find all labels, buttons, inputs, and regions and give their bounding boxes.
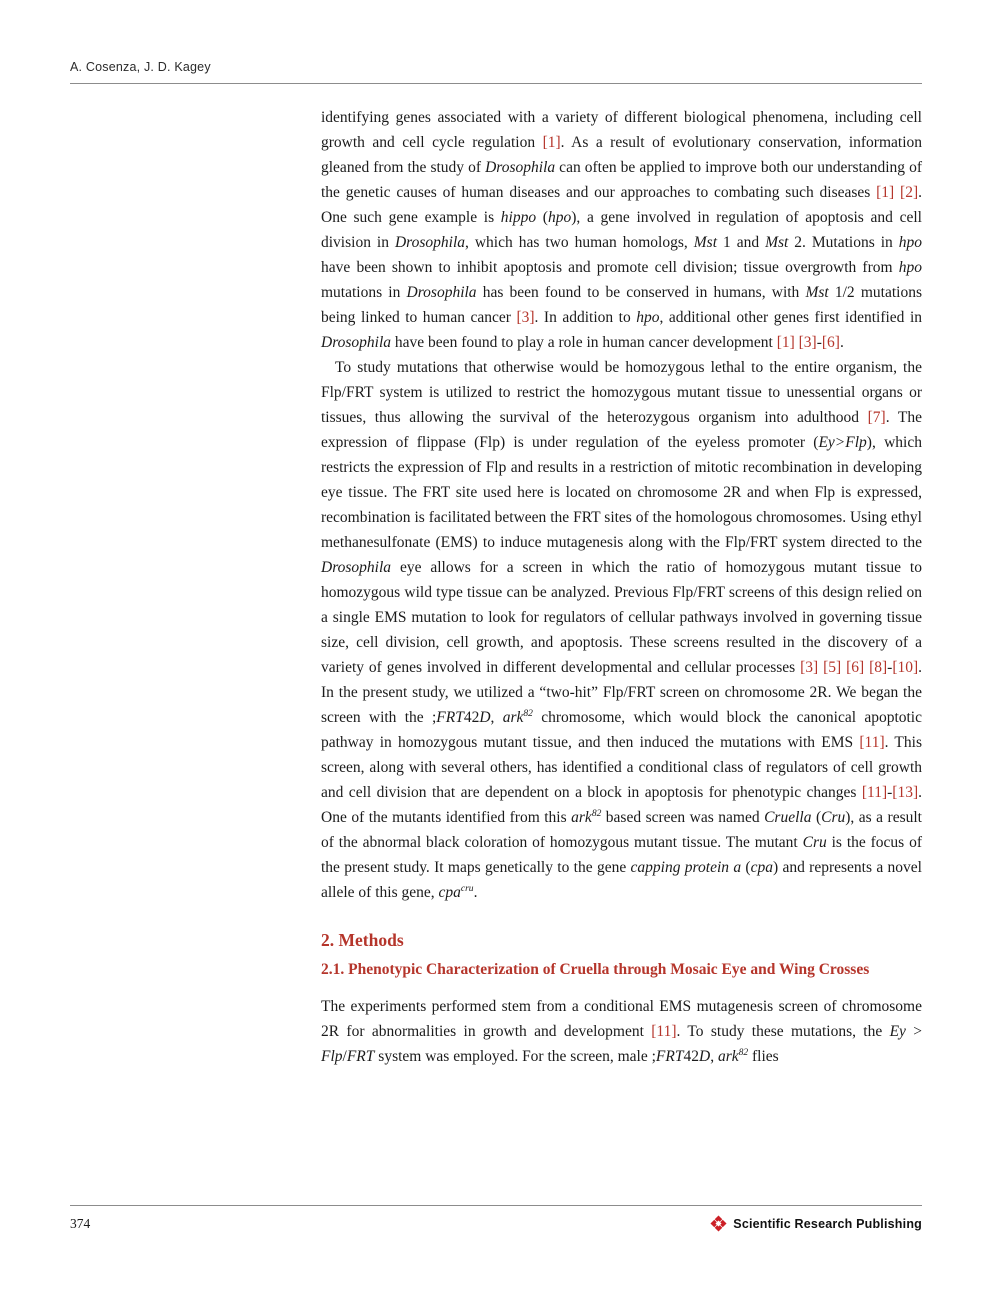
text-run: cpa xyxy=(750,859,773,876)
text-run: cru xyxy=(460,883,474,894)
text-run: The experiments performed stem from a conditional EMS mutagenesis screen of chromosome 2R for abnormalities in growth and development xyxy=(321,998,922,1040)
text-run: FRT xyxy=(346,1048,375,1065)
citation-ref[interactable]: [6] xyxy=(846,659,865,676)
text-run: hpo xyxy=(898,234,923,251)
citation-ref[interactable]: [10] xyxy=(892,659,919,676)
text-run: hpo xyxy=(547,209,572,226)
text-run: Mst xyxy=(765,234,789,251)
text-run: , xyxy=(710,1048,718,1065)
text-run: FRT xyxy=(655,1048,684,1065)
body-paragraph-1 xyxy=(321,105,922,355)
text-run: Flp xyxy=(321,1048,343,1065)
text-run: Drosophila xyxy=(321,559,392,576)
citation-ref[interactable]: [3] xyxy=(798,334,817,351)
text-run: / xyxy=(342,1048,347,1065)
text-run: D xyxy=(698,1048,711,1065)
text-run: ) and represents a novel allele of this gene, xyxy=(321,859,922,901)
text-run: chromosome, which would block the canonical apoptotic pathway in homozygous mutant tissue, and then induced the mutations with EMS xyxy=(321,709,922,751)
body-paragraph-2 xyxy=(321,355,922,905)
text-run: , xyxy=(490,709,503,726)
text-run: Mst xyxy=(693,234,717,251)
text-run: . The expression of flippase (Flp) is under regulation of the eyeless promoter ( xyxy=(321,409,922,451)
text-run: , which has two human homologs, xyxy=(465,234,694,251)
text-run: ), which restricts the expression of Flp and results in a restriction of mitotic recombination in developing eye tissue. The FRT site used here is located on chromosome 2R and when Flp is expressed, recombination is facilitated between the FRT sites of the homologous chromosomes. Using ethyl methanesulfonate (EMS) to induce mutagenesis along with the Flp/FRT system directed to the xyxy=(321,434,922,551)
text-run: has been found to be conserved in humans, with xyxy=(476,284,806,301)
text-run: FRT xyxy=(436,709,464,726)
text-run: ), as a result of the abnormal black coloration of homozygous mutant tissue. The mutant xyxy=(321,809,922,851)
text-run: can often be applied to improve both our understanding of the genetic causes of human diseases and our approaches to combating such diseases xyxy=(321,159,923,201)
citation-ref[interactable]: [2] xyxy=(900,184,919,201)
text-run: - xyxy=(887,659,893,676)
text-run: . One such gene example is xyxy=(321,184,922,226)
text-run: ( xyxy=(811,809,822,826)
text-run: To study mutations that otherwise would be homozygous lethal to the entire organism, the Flp/FRT system is utilized to restrict the homozygous mutant tissue to unessential organs or tissues, thus allowing the survival of the heterozygous organism into adulthood xyxy=(321,359,922,426)
citation-ref[interactable]: [11] xyxy=(859,734,885,751)
text-run: hpo xyxy=(898,259,922,276)
text-run: . To study these mutations, the xyxy=(676,1023,890,1040)
text-run: , additional other genes first identified in xyxy=(659,309,922,326)
publisher-mark xyxy=(710,1215,922,1232)
text-run: Cru xyxy=(802,834,827,851)
text-run: Drosophila xyxy=(406,284,477,301)
text-run: 42 xyxy=(463,709,480,726)
text-run: Ey>Flp xyxy=(818,434,867,451)
citation-ref[interactable]: [13] xyxy=(892,784,919,801)
text-run: 1 and xyxy=(717,234,766,251)
text-run: - xyxy=(887,784,893,801)
citation-ref[interactable]: [11] xyxy=(651,1023,677,1040)
text-run: Drosophila xyxy=(485,159,556,176)
text-run: ark xyxy=(717,1048,739,1065)
text-run: hpo xyxy=(636,309,660,326)
text-run: ark xyxy=(502,709,524,726)
citation-ref[interactable]: [3] xyxy=(516,309,535,326)
text-run: . xyxy=(473,884,478,901)
text-run: cpa xyxy=(438,884,461,901)
citation-ref[interactable]: [6] xyxy=(821,334,840,351)
text-run: . This screen, along with several others, has identified a conditional class of regulators of cell growth and cell division that are dependent on a block in apoptosis for phenotypic changes xyxy=(321,734,922,801)
citation-ref[interactable]: [1] xyxy=(776,334,795,351)
text-run: 82 xyxy=(738,1047,749,1058)
text-run: Drosophila xyxy=(321,334,392,351)
text-run: . In the present study, we utilized a “two-hit” Flp/FRT screen on chromosome 2R. We began the screen with the ; xyxy=(321,659,923,726)
text-run: ark xyxy=(571,809,592,826)
citation-ref[interactable]: [7] xyxy=(867,409,886,426)
page-number: 374 xyxy=(70,1215,91,1231)
citation-ref[interactable]: [3] xyxy=(800,659,819,676)
text-run: identifying genes associated with a variety of different biological phenomena, including cell growth and cell cycle regulation xyxy=(321,109,922,151)
text-run: ( xyxy=(741,859,751,876)
text-run: capping protein a xyxy=(630,859,742,876)
publisher-logo-icon xyxy=(710,1215,727,1232)
article-body xyxy=(321,105,922,1069)
text-run: . As a result of evolutionary conservation, information gleaned from the study of xyxy=(321,134,923,176)
citation-ref[interactable]: [8] xyxy=(869,659,888,676)
page-footer xyxy=(70,1196,922,1232)
text-run: is the focus of the present study. It maps genetically to the gene xyxy=(321,834,923,876)
header-rule xyxy=(70,83,922,84)
text-run: Drosophila xyxy=(394,234,466,251)
text-run: flies xyxy=(748,1048,779,1065)
text-run: - xyxy=(816,334,822,351)
page-header xyxy=(70,0,922,84)
footer-row xyxy=(70,1215,922,1232)
text-run: hippo xyxy=(500,209,537,226)
text-run: > xyxy=(905,1023,922,1040)
text-run: 1/2 mutations being linked to human cancer xyxy=(321,284,922,326)
text-run: mutations in xyxy=(321,284,407,301)
text-run: Cru xyxy=(821,809,846,826)
text-run: ), a gene involved in regulation of apoptosis and cell division in xyxy=(321,209,922,251)
citation-ref[interactable]: [1] xyxy=(542,134,561,151)
text-run: Mst xyxy=(805,284,829,301)
section-heading-methods: 2. Methods xyxy=(321,930,404,950)
publisher-name: Scientific Research Publishing xyxy=(733,1216,922,1231)
text-run: Cruella xyxy=(764,809,812,826)
text-run: . In addition to xyxy=(534,309,637,326)
text-run: 82 xyxy=(591,808,602,819)
text-run: 42 xyxy=(683,1048,699,1065)
text-run: . xyxy=(839,334,844,351)
text-run: D xyxy=(479,709,491,726)
running-head-authors: A. Cosenza, J. D. Kagey xyxy=(70,60,211,74)
body-paragraph-3 xyxy=(321,994,922,1069)
text-run: have been shown to inhibit apoptosis and promote cell division; tissue overgrowth from xyxy=(321,259,899,276)
text-run: have been found to play a role in human cancer development xyxy=(391,334,777,351)
text-run: . One of the mutants identified from this xyxy=(321,784,922,826)
citation-ref[interactable]: [11] xyxy=(861,784,888,801)
citation-ref[interactable]: [5] xyxy=(823,659,842,676)
text-run: eye allows for a screen in which the ratio of homozygous mutant tissue to homozygous wild type tissue can be analyzed. Previous Flp/FRT screens of this design relied on a single EMS mutation to look for regulators of cellular pathways involved in governing tissue size, cell division, cell growth, and apoptosis. These screens resulted in the discovery of a variety of genes involved in different developmental and cellular processes xyxy=(321,559,922,676)
text-run: system was employed. For the screen, male ; xyxy=(374,1048,656,1065)
citation-ref[interactable]: [1] xyxy=(876,184,895,201)
text-run: 82 xyxy=(523,708,533,719)
subsection-heading-phenotypic-characterization: 2.1. Phenotypic Characterization of Cruella through Mosaic Eye and Wing Crosses xyxy=(321,961,870,978)
text-run: 2. Mutations in xyxy=(788,234,899,251)
text-run: Ey xyxy=(889,1023,906,1040)
footer-rule xyxy=(70,1205,922,1206)
text-run: based screen was named xyxy=(601,809,765,826)
text-run: ( xyxy=(536,209,548,226)
